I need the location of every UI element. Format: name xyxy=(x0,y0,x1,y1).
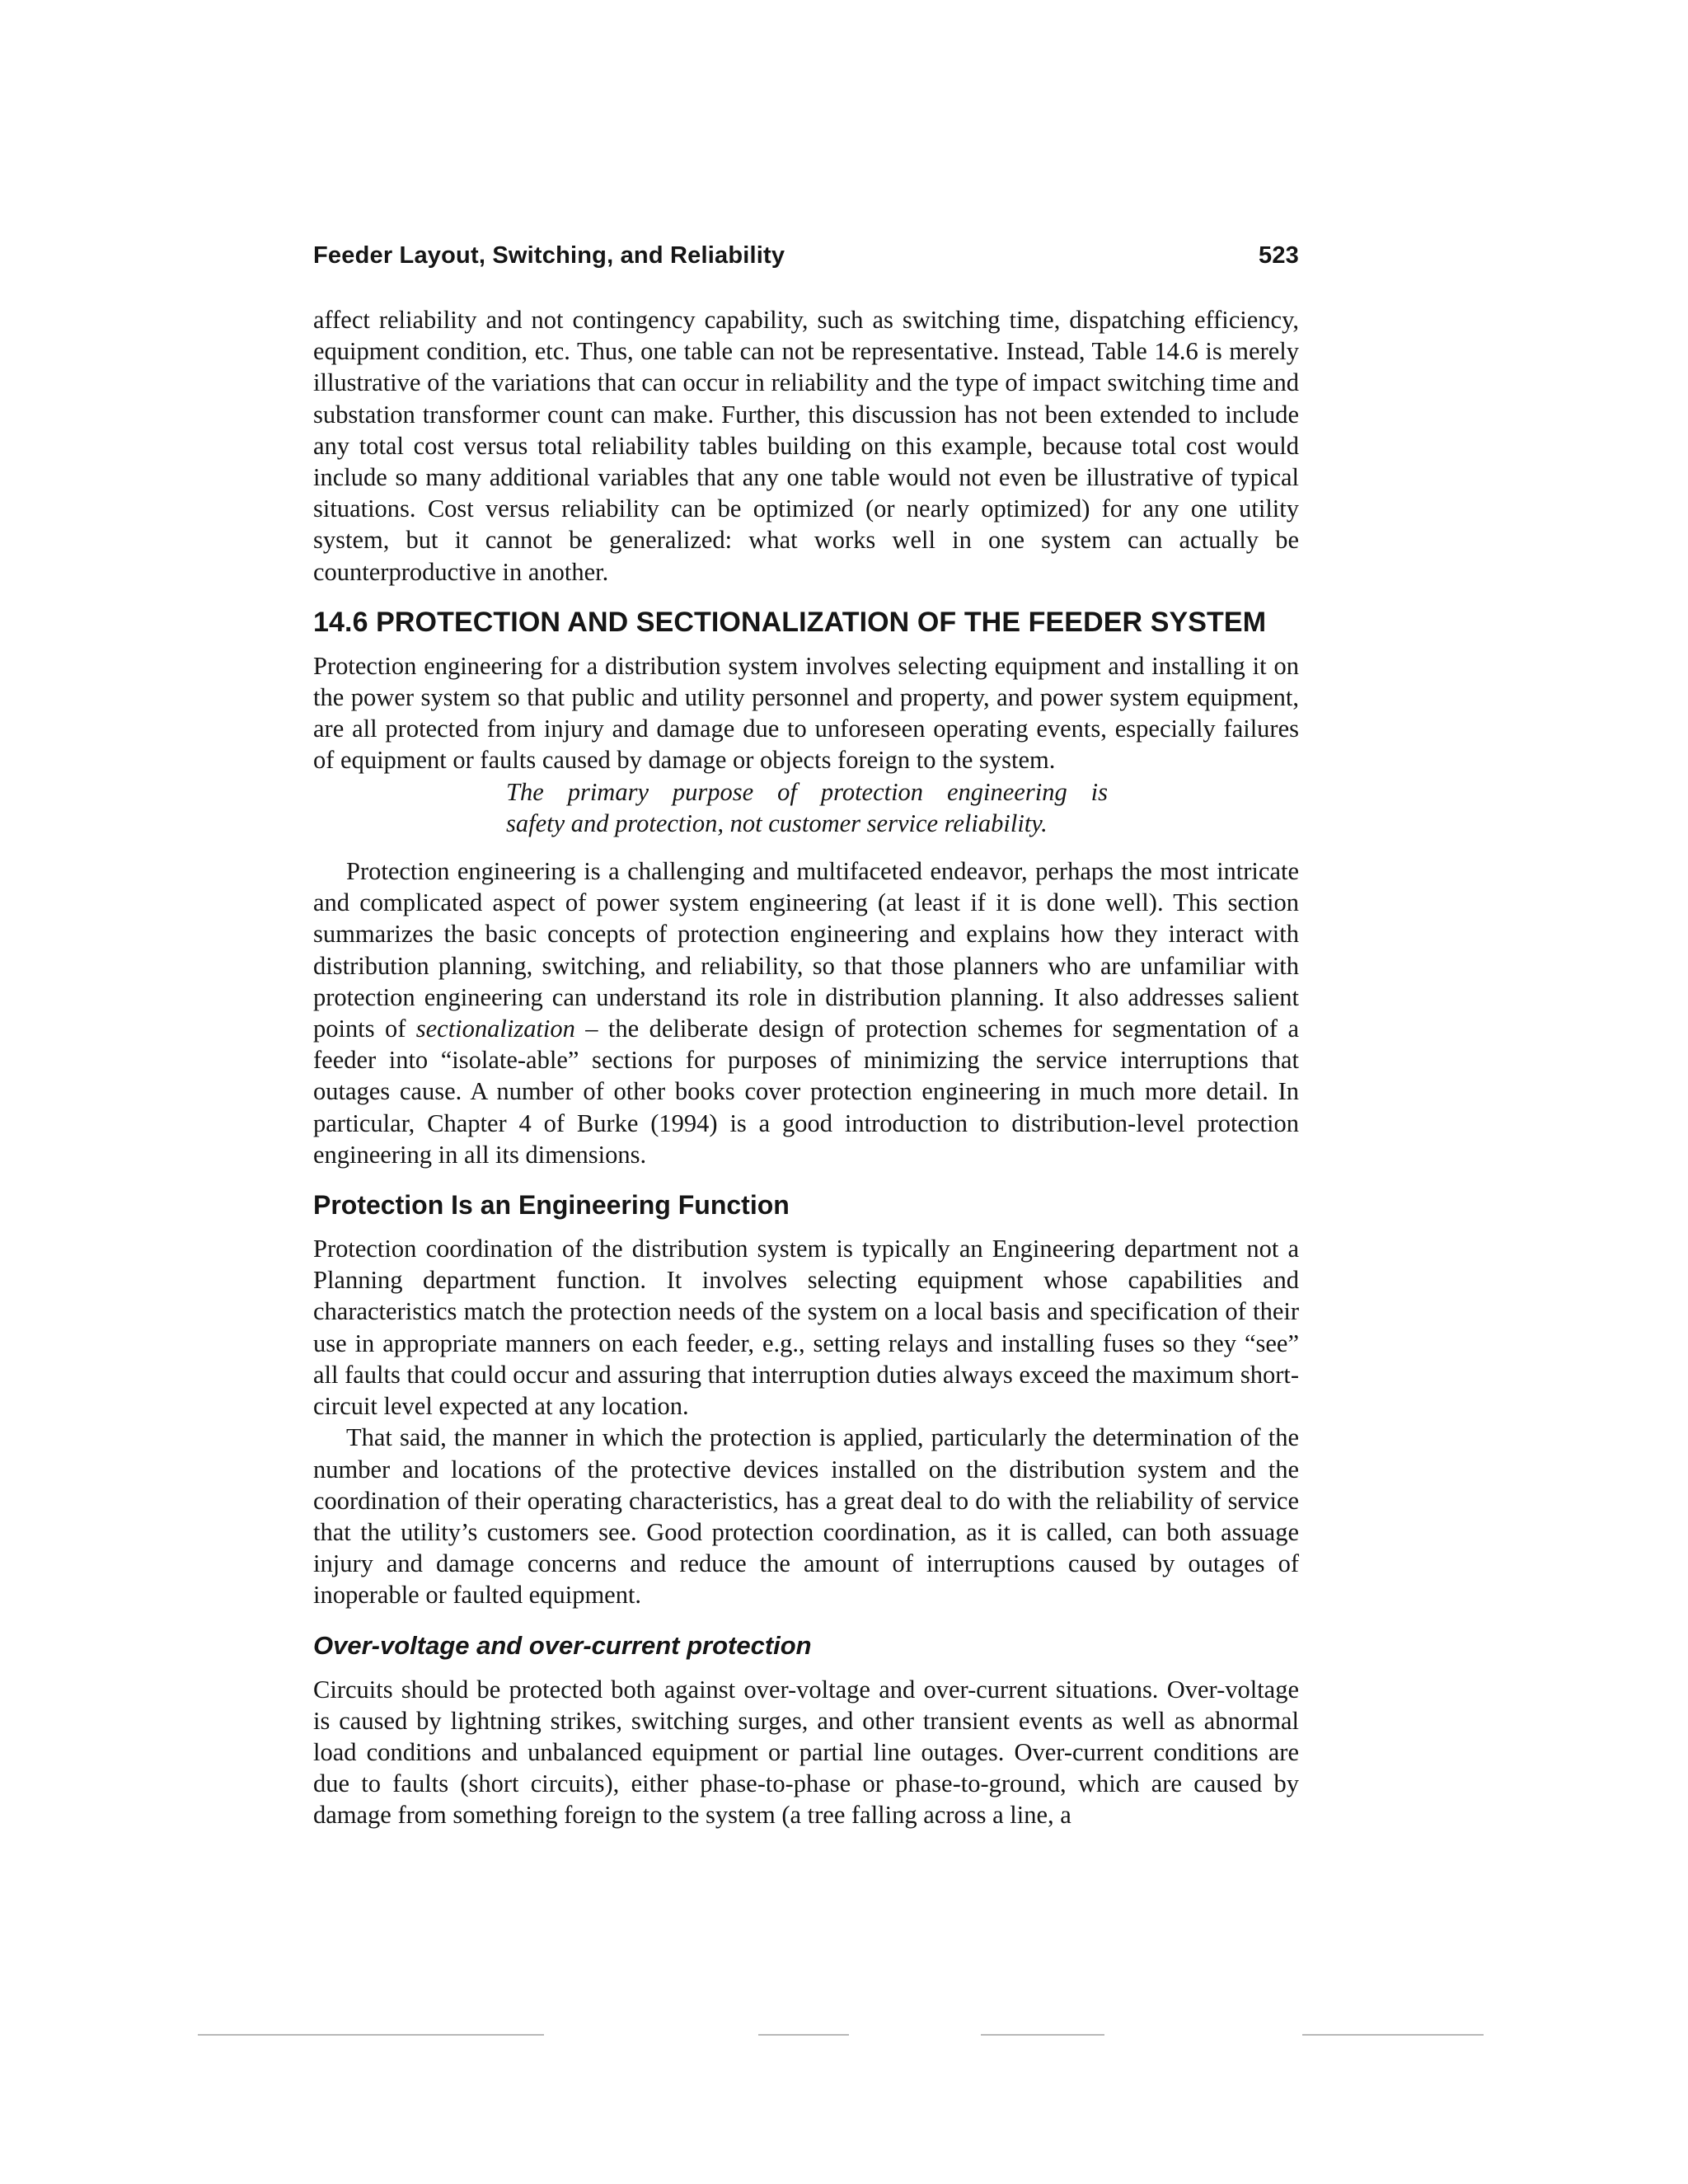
section-heading: 14.6 PROTECTION AND SECTIONALIZATION OF THE FEEDER SYSTEM xyxy=(313,606,1267,638)
paragraph-engineering-function: Protection coordination of the distribution system is typically an Engineering department not a Planning department function. It involves selecting equipment whose capabilities and characteristics match the protection needs of the system on a local basis and specification of their use in appropriate manners on each feeder, e.g., setting relays and installing fuses so they “see” all faults that could occur and assuring that interruption duties always exceed the maximum short-circuit level expected at any location. xyxy=(313,1235,1299,1421)
paragraph-text: Protection engineering is a challenging and multifaceted endeavor, perhaps the most intricate and complicated aspect of power system engineering (at least if it is done well). This section summarizes the basic concepts of protection engineering and explains how they interact with distribution planning, switching, and reliability, so that those planners who are unfamiliar with protection engineering can understand its role in distribution planning. It also addresses salient points of xyxy=(313,857,1299,1043)
scan-artifact xyxy=(1302,2034,1484,2036)
subsection-heading: Protection Is an Engineering Function xyxy=(313,1190,790,1221)
page-number: 523 xyxy=(1259,242,1299,269)
pull-quote-line-1: The primary purpose of protection engineering is xyxy=(506,777,1108,806)
paragraph-continuation: affect reliability and not contingency capability, such as switching time, dispatching efficiency, equipment condition, etc. Thus, one table can not be representative. Instead, Table 14.6 is merely illustrative of the variations that can occur in reliability and the type of impact switching time and substation transformer count can make. Further, this discussion has not been extended to include any total cost versus total reliability tables building on this example, because total cost would include so many additional variables that any one table would not even be illustrative of typical situations. Cost versus reliability can be optimized (or nearly optimized) for any one utility system, but it cannot be generalized: what works well in one system can actually be counterproductive in another. xyxy=(313,306,1299,586)
emphasis-term: sectionalization xyxy=(415,1015,575,1043)
scan-artifact xyxy=(981,2034,1104,2036)
running-title: Feeder Layout, Switching, and Reliability xyxy=(313,242,785,269)
paragraph-coordination: That said, the manner in which the protection is applied, particularly the determination of the number and locations of the protective devices installed on the distribution system and the coordination of their operating characteristics, has a great deal to do with the reliability of service that the utility’s customers see. Good protection coordination, as it is called, can both assuage injury and damage concerns and reduce the amount of interruptions caused by outages of inoperable or faulted equipment. xyxy=(313,1423,1299,1610)
pull-quote-line-2: safety and protection, not customer service reliability. xyxy=(506,808,1048,837)
pull-quote xyxy=(506,776,1108,839)
book-page xyxy=(313,242,1299,1831)
paragraph-protection-definition: Protection engineering for a distribution system involves selecting equipment and installing it on the power system so that public and utility personnel and property, and power system equipment, are all protected from injury and damage due to unforeseen operating events, especially failures of equipment or faults caused by damage or objects foreign to the system. xyxy=(313,651,1299,775)
scan-artifact xyxy=(758,2034,849,2036)
scan-artifact xyxy=(198,2034,544,2036)
running-head xyxy=(313,242,1299,269)
paragraph-text: – the deliberate design of protection schemes for segmentation of a feeder into “isolate-able” sections for purposes of minimizing the service interruptions that outages cause. A number of other books cover protection engineering in much more detail. In particular, Chapter 4 of Burke (1994) is a good introduction to distribution-level protection engineering in all its dimensions. xyxy=(313,1015,1300,1169)
paragraph-over-voltage: Circuits should be protected both against over-voltage and over-current situations. Over-voltage is caused by lightning strikes, switching surges, and other transient events as well as abnormal load conditions and unbalanced equipment or partial line outages. Over-current conditions are due to faults (short circuits), either phase-to-phase or phase-to-ground, which are caused by damage from something foreign to the system (a tree falling across a line, a xyxy=(313,1675,1299,1830)
paragraph-protection-overview xyxy=(313,855,1299,1170)
subsubsection-heading: Over-voltage and over-current protection xyxy=(313,1630,812,1660)
